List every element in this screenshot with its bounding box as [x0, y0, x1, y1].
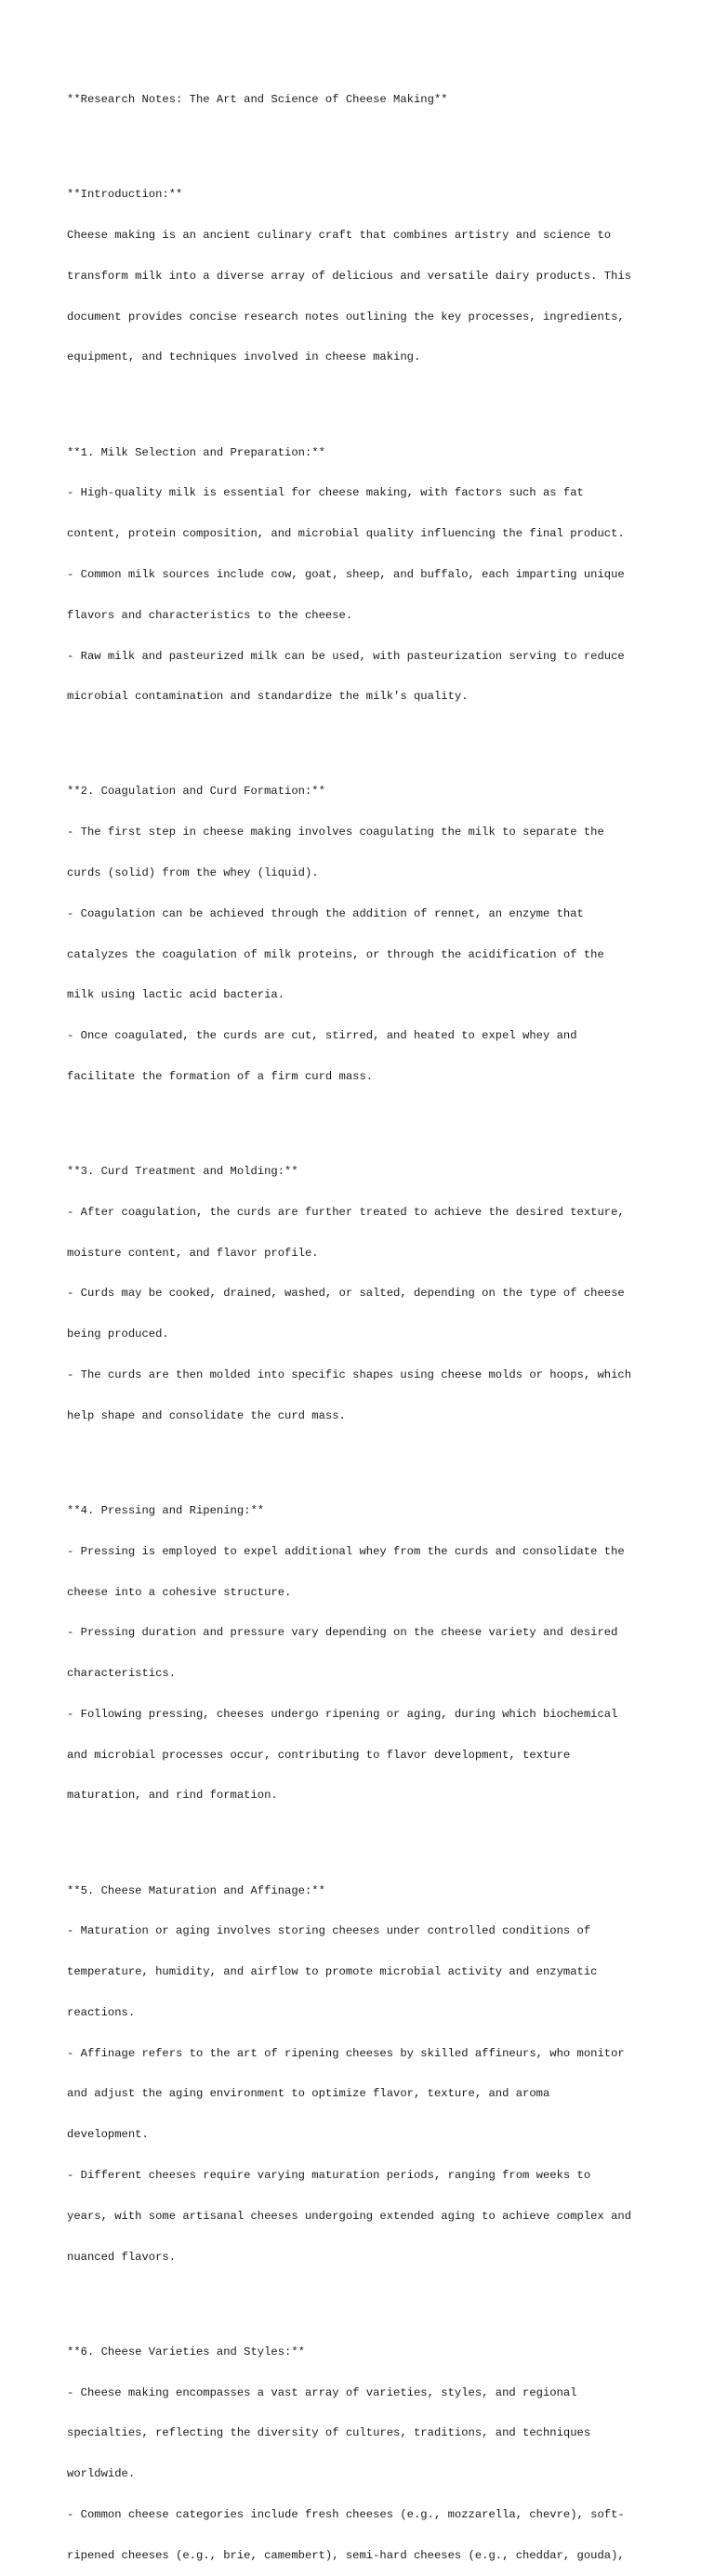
section-line: microbial contamination and standardize the milk's quality. [67, 690, 469, 704]
section-line: maturation, and rind formation. [67, 1789, 278, 1803]
intro-line: transform milk into a diverse array of delicious and versatile dairy products. This [67, 269, 632, 283]
spacer [67, 731, 671, 745]
section-line: catalyzes the coagulation of milk proteins, or through the acidification of the [67, 947, 604, 961]
section-heading: **1. Milk Selection and Preparation:** [67, 445, 325, 459]
section-line: - After coagulation, the curds are further treated to achieve the desired texture, [67, 1205, 625, 1219]
section-line: - Coagulation can be achieved through the addition of rennet, an enzyme that [67, 906, 584, 920]
section-line: nuanced flavors. [67, 2250, 177, 2264]
section-line: - Affinage refers to the art of ripening cheeses by skilled affineurs, who monitor [67, 2046, 625, 2060]
section-line: milk using lactic acid bacteria. [67, 988, 285, 1002]
section-line: - Common cheese categories include fresh cheeses (e.g., mozzarella, chevre), soft- [67, 2507, 625, 2521]
section-line: - Following pressing, cheeses undergo ripening or aging, during which biochemical [67, 1707, 618, 1721]
document-page [67, 66, 671, 2576]
section-line: content, protein composition, and microbial quality influencing the final product. [67, 527, 625, 541]
spacer [67, 1111, 671, 1125]
section-line: - Curds may be cooked, drained, washed, or salted, depending on the type of cheese [67, 1287, 625, 1301]
document-title: **Research Notes: The Art and Science of Cheese Making** [67, 93, 448, 107]
section-line: - Raw milk and pasteurized milk can be used, with pasteurization serving to reduce [67, 649, 625, 663]
section-line: - Common milk sources include cow, goat, sheep, and buffalo, each imparting unique [67, 567, 625, 581]
spacer [67, 1830, 671, 1843]
section-line: - The first step in cheese making involves coagulating the milk to separate the [67, 826, 604, 839]
section-line: - High-quality milk is essential for cheese making, with factors such as fat [67, 486, 584, 500]
section-line: flavors and characteristics to the cheese. [67, 608, 353, 622]
section-heading: **3. Curd Treatment and Molding:** [67, 1165, 298, 1179]
section-line: help shape and consolidate the curd mass. [67, 1408, 346, 1422]
section-heading: **5. Cheese Maturation and Affinage:** [67, 1883, 325, 1897]
spacer [67, 134, 671, 148]
section-line: - Once coagulated, the curds are cut, stirred, and heated to expel whey and [67, 1029, 577, 1043]
section-line: reactions. [67, 2005, 136, 2019]
section-line: development. [67, 2128, 149, 2142]
section-line: - Maturation or aging involves storing cheeses under controlled conditions of [67, 1924, 591, 1938]
section-line: and adjust the aging environment to optimize flavor, texture, and aroma [67, 2087, 550, 2101]
section-line: - Different cheeses require varying maturation periods, ranging from weeks to [67, 2169, 591, 2183]
section-line: characteristics. [67, 1667, 177, 1681]
section-line: cheese into a cohesive structure. [67, 1585, 292, 1599]
section-line: worldwide. [67, 2467, 136, 2481]
spacer [67, 1450, 671, 1464]
section-line: years, with some artisanal cheeses undergoing extended aging to achieve complex and [67, 2209, 632, 2223]
section-line: - Pressing is employed to expel additional whey from the curds and consolidate the [67, 1544, 625, 1558]
section-line: - Pressing duration and pressure vary depending on the cheese variety and desired [67, 1626, 618, 1640]
section-line: being produced. [67, 1328, 169, 1341]
section-line: specialties, reflecting the diversity of cultures, traditions, and techniques [67, 2426, 591, 2440]
spacer [67, 391, 671, 405]
intro-line: Cheese making is an ancient culinary craft that combines artistry and science to [67, 229, 612, 243]
section-line: - Cheese making encompasses a vast array of varieties, styles, and regional [67, 2385, 577, 2399]
section-line: temperature, humidity, and airflow to promote microbial activity and enzymatic [67, 1965, 598, 1979]
section-heading: **4. Pressing and Ripening:** [67, 1503, 265, 1517]
section-heading: **6. Cheese Varieties and Styles:** [67, 2345, 305, 2358]
section-line: facilitate the formation of a firm curd mass. [67, 1069, 374, 1083]
section-line: ripened cheeses (e.g., brie, camembert), semi-hard cheeses (e.g., cheddar, gouda), [67, 2548, 625, 2562]
spacer [67, 2291, 671, 2305]
section-heading: **2. Coagulation and Curd Formation:** [67, 785, 325, 799]
section-line: and microbial processes occur, contributing to flavor development, texture [67, 1748, 571, 1762]
intro-line: document provides concise research notes outlining the key processes, ingredients, [67, 310, 625, 324]
section-line: curds (solid) from the whey (liquid). [67, 866, 319, 880]
section-line: moisture content, and flavor profile. [67, 1246, 319, 1260]
intro-line: equipment, and techniques involved in cheese making. [67, 350, 421, 364]
intro-heading: **Introduction:** [67, 188, 183, 202]
section-line: - The curds are then molded into specific shapes using cheese molds or hoops, which [67, 1368, 632, 1381]
